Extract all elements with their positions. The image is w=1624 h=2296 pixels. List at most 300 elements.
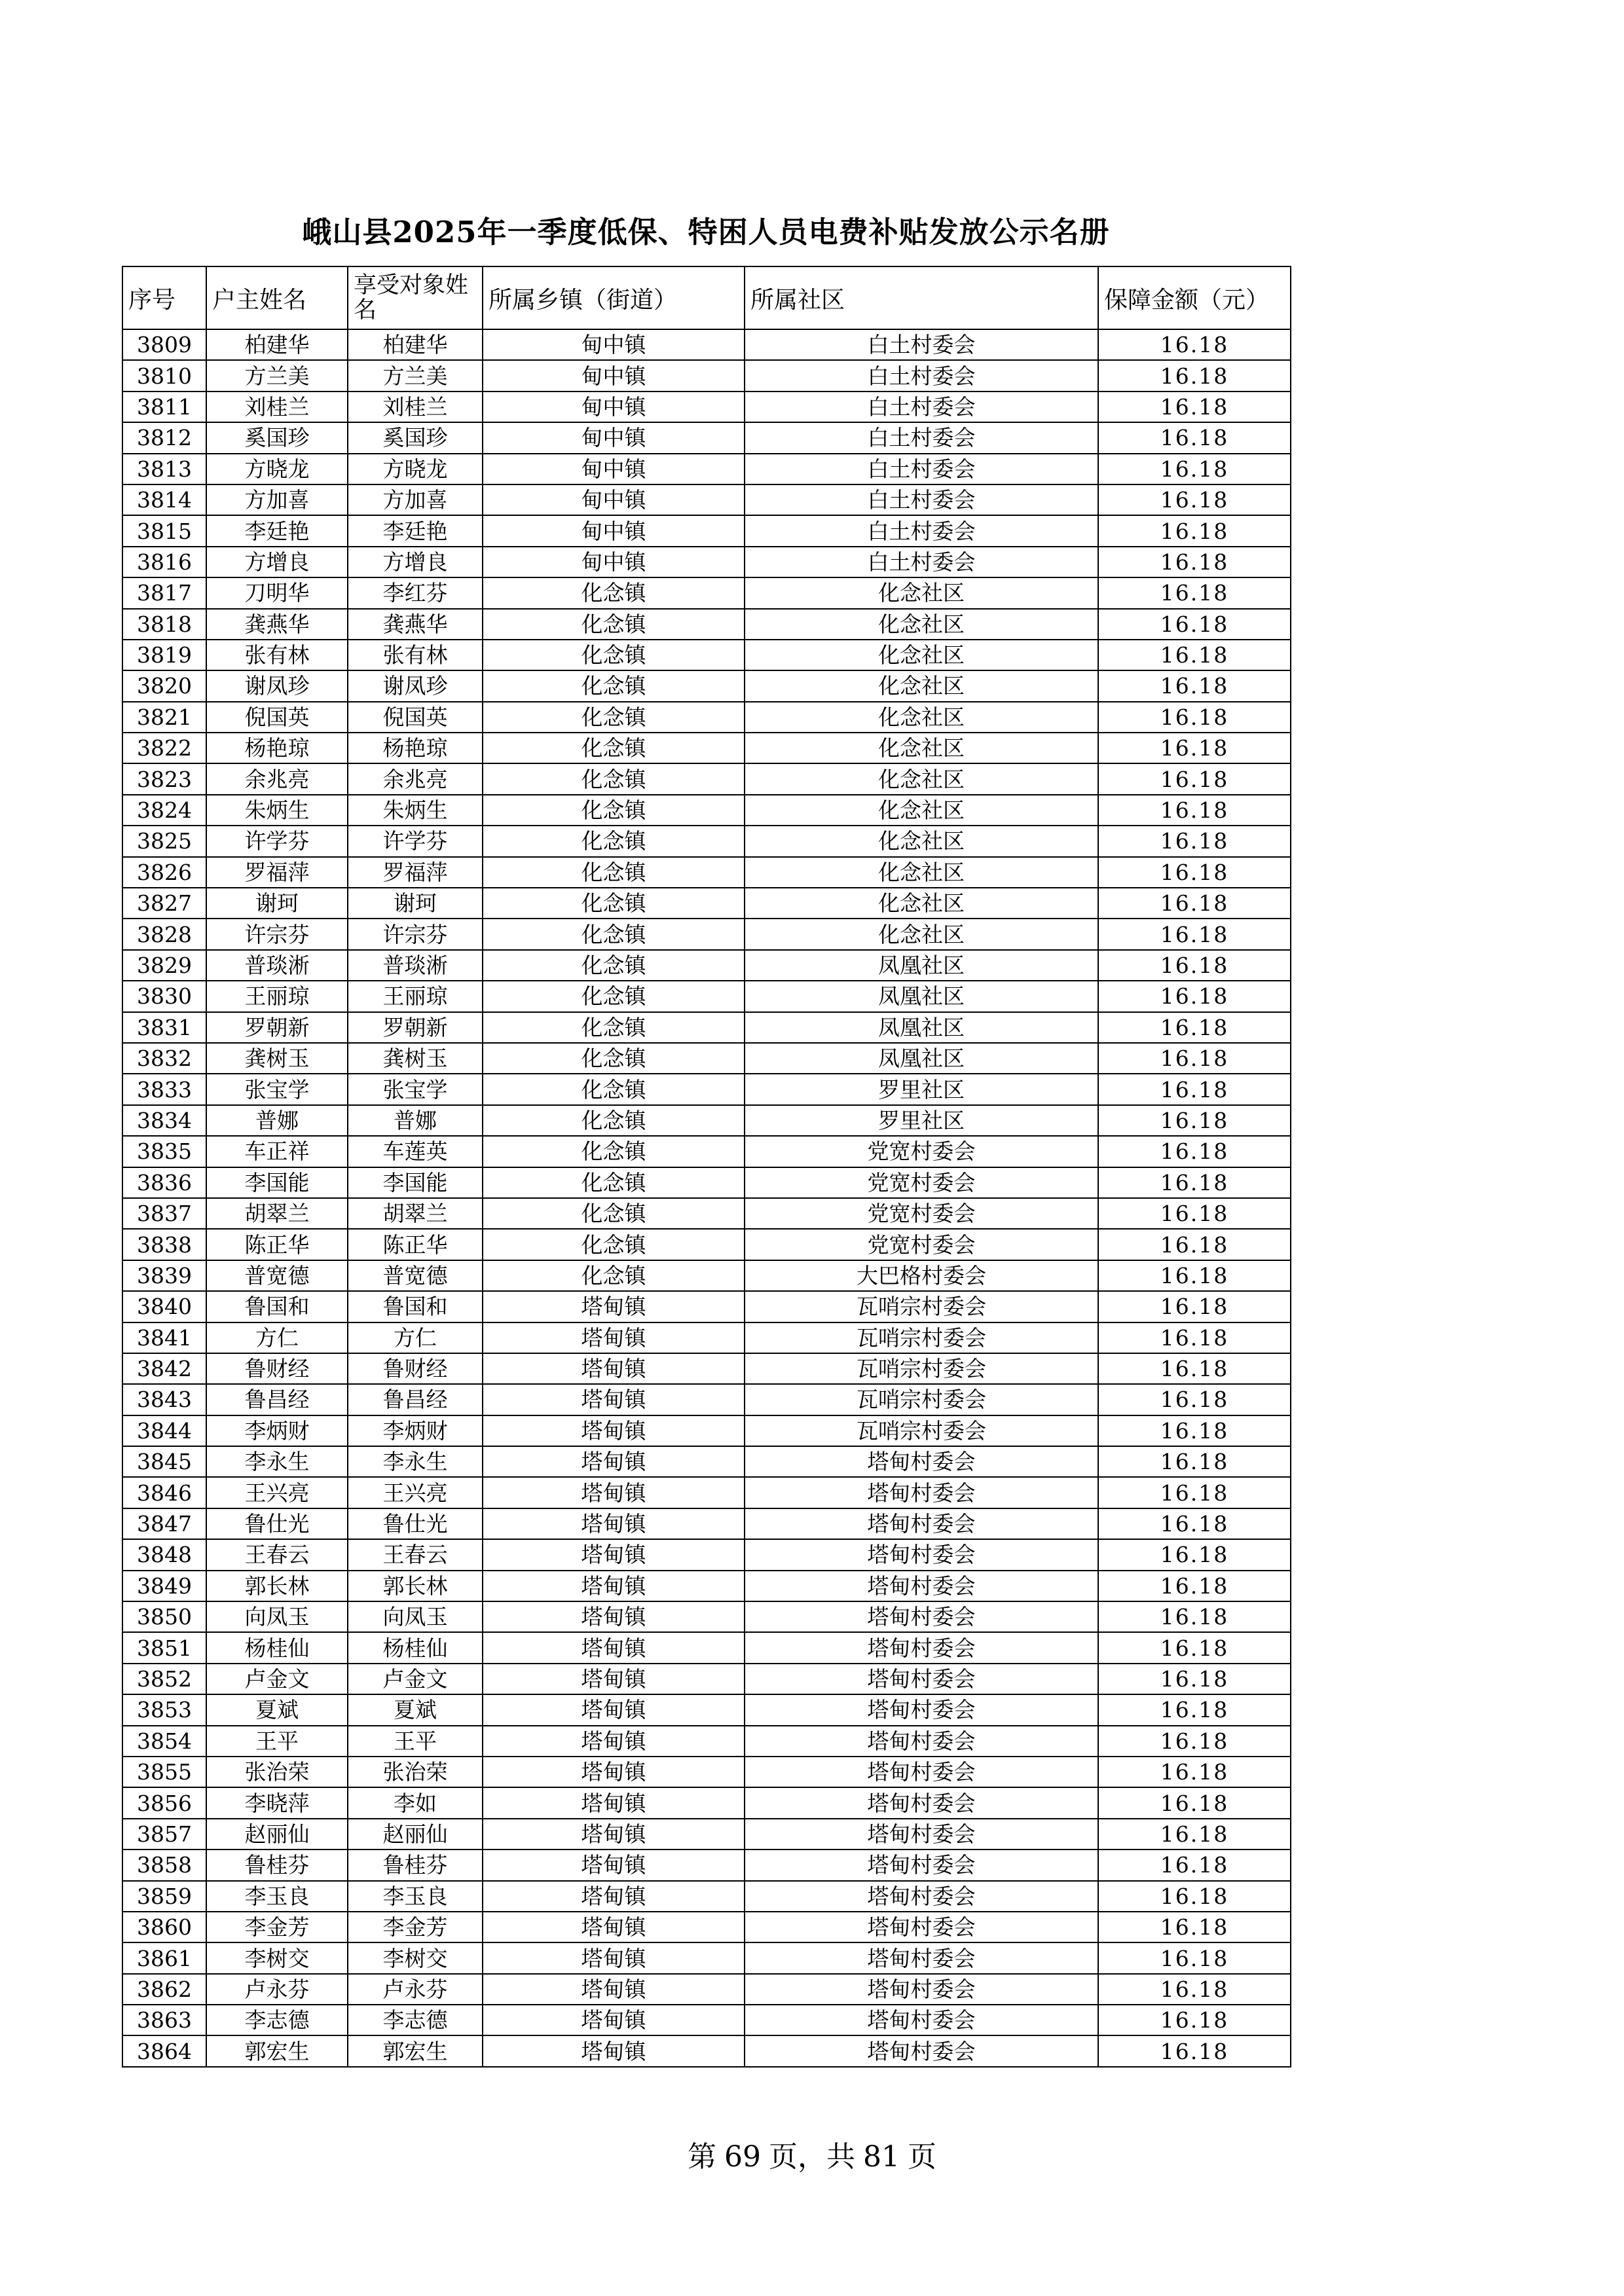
cell-seq: 3810 [122, 360, 206, 391]
cell-household-head: 郭宏生 [206, 2035, 348, 2066]
cell-beneficiary: 鲁桂芬 [348, 1850, 483, 1880]
cell-beneficiary: 普琰淅 [348, 950, 483, 981]
cell-household-head: 刘桂兰 [206, 392, 348, 422]
cell-seq: 3861 [122, 1942, 206, 1973]
cell-household-head: 谢珂 [206, 888, 348, 919]
cell-community: 化念社区 [745, 826, 1098, 856]
cell-community: 凤凰社区 [745, 1043, 1098, 1074]
table-row [122, 1787, 1291, 1818]
cell-seq: 3847 [122, 1508, 206, 1539]
table-row [122, 1757, 1291, 1787]
cell-beneficiary: 鲁仕光 [348, 1508, 483, 1539]
cell-household-head: 李国能 [206, 1167, 348, 1198]
cell-township: 化念镇 [483, 1043, 745, 1074]
table-row [122, 733, 1291, 763]
cell-household-head: 李金芳 [206, 1912, 348, 1942]
cell-community: 化念社区 [745, 640, 1098, 670]
cell-amount: 16.18 [1098, 609, 1291, 640]
cell-amount: 16.18 [1098, 888, 1291, 919]
cell-township: 塔甸镇 [483, 1446, 745, 1477]
cell-township: 塔甸镇 [483, 1942, 745, 1973]
cell-township: 化念镇 [483, 950, 745, 981]
cell-community: 塔甸村委会 [745, 1539, 1098, 1570]
table-row [122, 1912, 1291, 1942]
cell-community: 白土村委会 [745, 360, 1098, 391]
header-row [122, 266, 1291, 329]
cell-beneficiary: 罗朝新 [348, 1012, 483, 1043]
cell-beneficiary: 许学芬 [348, 826, 483, 856]
cell-amount: 16.18 [1098, 1601, 1291, 1632]
cell-household-head: 方加喜 [206, 484, 348, 515]
cell-amount: 16.18 [1098, 763, 1291, 794]
cell-township: 塔甸镇 [483, 1757, 745, 1787]
cell-seq: 3812 [122, 422, 206, 453]
cell-community: 党宽村委会 [745, 1198, 1098, 1229]
cell-community: 白土村委会 [745, 422, 1098, 453]
cell-township: 化念镇 [483, 670, 745, 701]
cell-seq: 3820 [122, 670, 206, 701]
table-row [122, 1074, 1291, 1104]
cell-amount: 16.18 [1098, 577, 1291, 608]
table-row [122, 1415, 1291, 1446]
cell-seq: 3824 [122, 795, 206, 826]
cell-seq: 3842 [122, 1353, 206, 1384]
table-row [122, 1322, 1291, 1353]
table-row [122, 515, 1291, 546]
cell-amount: 16.18 [1098, 1105, 1291, 1136]
cell-community: 瓦哨宗村委会 [745, 1415, 1098, 1446]
cell-household-head: 王兴亮 [206, 1477, 348, 1508]
footer-page-unit: 页，共 [769, 2140, 855, 2174]
footer-suffix: 页 [908, 2140, 936, 2174]
cell-community: 化念社区 [745, 857, 1098, 888]
cell-amount: 16.18 [1098, 1881, 1291, 1912]
cell-beneficiary: 方仁 [348, 1322, 483, 1353]
cell-household-head: 李廷艳 [206, 515, 348, 546]
table-row [122, 1881, 1291, 1912]
cell-beneficiary: 张宝学 [348, 1074, 483, 1104]
cell-township: 塔甸镇 [483, 1881, 745, 1912]
cell-township: 塔甸镇 [483, 1415, 745, 1446]
cell-household-head: 王春云 [206, 1539, 348, 1570]
cell-community: 化念社区 [745, 763, 1098, 794]
cell-beneficiary: 张有林 [348, 640, 483, 670]
cell-community: 塔甸村委会 [745, 1881, 1098, 1912]
cell-seq: 3809 [122, 329, 206, 360]
table-row [122, 484, 1291, 515]
cell-seq: 3817 [122, 577, 206, 608]
cell-community: 凤凰社区 [745, 950, 1098, 981]
roster-table [122, 266, 1291, 2068]
cell-seq: 3823 [122, 763, 206, 794]
table-row [122, 1664, 1291, 1694]
cell-township: 化念镇 [483, 826, 745, 856]
cell-beneficiary: 李永生 [348, 1446, 483, 1477]
cell-seq: 3815 [122, 515, 206, 546]
cell-amount: 16.18 [1098, 329, 1291, 360]
cell-beneficiary: 张治荣 [348, 1757, 483, 1787]
cell-household-head: 龚树玉 [206, 1043, 348, 1074]
cell-community: 化念社区 [745, 888, 1098, 919]
cell-seq: 3852 [122, 1664, 206, 1694]
cell-seq: 3855 [122, 1757, 206, 1787]
cell-community: 大巴格村委会 [745, 1260, 1098, 1291]
cell-community: 塔甸村委会 [745, 1942, 1098, 1973]
cell-beneficiary: 李如 [348, 1787, 483, 1818]
cell-seq: 3860 [122, 1912, 206, 1942]
cell-community: 塔甸村委会 [745, 1974, 1098, 2005]
cell-amount: 16.18 [1098, 360, 1291, 391]
cell-township: 化念镇 [483, 857, 745, 888]
cell-township: 化念镇 [483, 888, 745, 919]
cell-beneficiary: 杨桂仙 [348, 1632, 483, 1663]
table-row [122, 1508, 1291, 1539]
cell-seq: 3830 [122, 981, 206, 1011]
cell-community: 塔甸村委会 [745, 1508, 1098, 1539]
cell-township: 化念镇 [483, 609, 745, 640]
cell-seq: 3851 [122, 1632, 206, 1663]
cell-seq: 3818 [122, 609, 206, 640]
table-row [122, 1726, 1291, 1757]
cell-household-head: 普宽德 [206, 1260, 348, 1291]
cell-amount: 16.18 [1098, 1664, 1291, 1694]
cell-community: 塔甸村委会 [745, 1477, 1098, 1508]
cell-amount: 16.18 [1098, 1819, 1291, 1850]
cell-community: 塔甸村委会 [745, 1912, 1098, 1942]
table-row [122, 392, 1291, 422]
cell-seq: 3846 [122, 1477, 206, 1508]
cell-community: 塔甸村委会 [745, 1664, 1098, 1694]
cell-amount: 16.18 [1098, 1229, 1291, 1260]
table-body [122, 329, 1291, 2067]
cell-township: 塔甸镇 [483, 1384, 745, 1415]
cell-community: 罗里社区 [745, 1105, 1098, 1136]
cell-community: 塔甸村委会 [745, 2005, 1098, 2035]
cell-beneficiary: 夏斌 [348, 1694, 483, 1725]
table-row [122, 2035, 1291, 2066]
table-row [122, 950, 1291, 981]
cell-township: 甸中镇 [483, 547, 745, 577]
cell-community: 塔甸村委会 [745, 1446, 1098, 1477]
cell-community: 塔甸村委会 [745, 1571, 1098, 1601]
cell-beneficiary: 李国能 [348, 1167, 483, 1198]
cell-household-head: 朱炳生 [206, 795, 348, 826]
cell-township: 塔甸镇 [483, 1353, 745, 1384]
cell-seq: 3833 [122, 1074, 206, 1104]
cell-amount: 16.18 [1098, 2035, 1291, 2066]
cell-amount: 16.18 [1098, 1850, 1291, 1880]
footer-prefix: 第 [688, 2140, 716, 2174]
cell-seq: 3814 [122, 484, 206, 515]
cell-seq: 3838 [122, 1229, 206, 1260]
cell-household-head: 李志德 [206, 2005, 348, 2035]
cell-amount: 16.18 [1098, 547, 1291, 577]
cell-amount: 16.18 [1098, 981, 1291, 1011]
cell-township: 化念镇 [483, 702, 745, 733]
cell-township: 塔甸镇 [483, 1726, 745, 1757]
cell-beneficiary: 奚国珍 [348, 422, 483, 453]
cell-beneficiary: 李玉良 [348, 1881, 483, 1912]
cell-amount: 16.18 [1098, 1757, 1291, 1787]
cell-beneficiary: 倪国英 [348, 702, 483, 733]
cell-seq: 3854 [122, 1726, 206, 1757]
cell-amount: 16.18 [1098, 702, 1291, 733]
cell-amount: 16.18 [1098, 1167, 1291, 1198]
cell-beneficiary: 李树交 [348, 1942, 483, 1973]
cell-seq: 3835 [122, 1136, 206, 1167]
cell-township: 化念镇 [483, 1229, 745, 1260]
cell-amount: 16.18 [1098, 1012, 1291, 1043]
table-row [122, 919, 1291, 949]
cell-township: 塔甸镇 [483, 1787, 745, 1818]
cell-beneficiary: 方增良 [348, 547, 483, 577]
table-row [122, 1291, 1291, 1322]
cell-household-head: 杨艳琼 [206, 733, 348, 763]
footer-total-pages: 81 [863, 2140, 900, 2174]
cell-seq: 3816 [122, 547, 206, 577]
cell-beneficiary: 龚树玉 [348, 1043, 483, 1074]
cell-township: 化念镇 [483, 1260, 745, 1291]
cell-beneficiary: 刘桂兰 [348, 392, 483, 422]
cell-community: 化念社区 [745, 670, 1098, 701]
cell-beneficiary: 李廷艳 [348, 515, 483, 546]
table-row [122, 1353, 1291, 1384]
cell-beneficiary: 车莲英 [348, 1136, 483, 1167]
cell-beneficiary: 龚燕华 [348, 609, 483, 640]
footer-page-number: 69 [724, 2140, 761, 2174]
cell-beneficiary: 方兰美 [348, 360, 483, 391]
cell-beneficiary: 郭宏生 [348, 2035, 483, 2066]
cell-household-head: 鲁仕光 [206, 1508, 348, 1539]
cell-amount: 16.18 [1098, 670, 1291, 701]
cell-community: 化念社区 [745, 919, 1098, 949]
cell-amount: 16.18 [1098, 422, 1291, 453]
cell-seq: 3849 [122, 1571, 206, 1601]
cell-beneficiary: 李金芳 [348, 1912, 483, 1942]
cell-township: 塔甸镇 [483, 1850, 745, 1880]
cell-township: 塔甸镇 [483, 1601, 745, 1632]
cell-amount: 16.18 [1098, 1415, 1291, 1446]
cell-community: 瓦哨宗村委会 [745, 1291, 1098, 1322]
table-row [122, 795, 1291, 826]
cell-township: 化念镇 [483, 1198, 745, 1229]
cell-seq: 3811 [122, 392, 206, 422]
cell-beneficiary: 柏建华 [348, 329, 483, 360]
cell-community: 塔甸村委会 [745, 1632, 1098, 1663]
cell-township: 塔甸镇 [483, 1694, 745, 1725]
cell-beneficiary: 王兴亮 [348, 1477, 483, 1508]
cell-township: 化念镇 [483, 640, 745, 670]
cell-household-head: 李树交 [206, 1942, 348, 1973]
cell-township: 化念镇 [483, 1074, 745, 1104]
cell-community: 白土村委会 [745, 547, 1098, 577]
cell-seq: 3864 [122, 2035, 206, 2066]
cell-household-head: 张宝学 [206, 1074, 348, 1104]
table-row [122, 1012, 1291, 1043]
table-row [122, 888, 1291, 919]
cell-beneficiary: 李志德 [348, 2005, 483, 2035]
cell-township: 化念镇 [483, 919, 745, 949]
cell-household-head: 普娜 [206, 1105, 348, 1136]
cell-community: 党宽村委会 [745, 1229, 1098, 1260]
page-footer [0, 2133, 1624, 2175]
header-township: 所属乡镇（街道） [483, 266, 745, 329]
cell-household-head: 车正祥 [206, 1136, 348, 1167]
cell-amount: 16.18 [1098, 950, 1291, 981]
cell-household-head: 许宗芬 [206, 919, 348, 949]
cell-township: 化念镇 [483, 1105, 745, 1136]
table-row [122, 1384, 1291, 1415]
cell-township: 化念镇 [483, 763, 745, 794]
cell-beneficiary: 鲁财经 [348, 1353, 483, 1384]
cell-seq: 3848 [122, 1539, 206, 1570]
cell-community: 罗里社区 [745, 1074, 1098, 1104]
cell-household-head: 杨桂仙 [206, 1632, 348, 1663]
cell-amount: 16.18 [1098, 1291, 1291, 1322]
table-row [122, 609, 1291, 640]
cell-beneficiary: 杨艳琼 [348, 733, 483, 763]
cell-seq: 3834 [122, 1105, 206, 1136]
cell-household-head: 方增良 [206, 547, 348, 577]
cell-seq: 3827 [122, 888, 206, 919]
cell-household-head: 罗朝新 [206, 1012, 348, 1043]
table-row [122, 1601, 1291, 1632]
cell-township: 塔甸镇 [483, 1322, 745, 1353]
cell-seq: 3839 [122, 1260, 206, 1291]
table-row [122, 1260, 1291, 1291]
cell-community: 白土村委会 [745, 329, 1098, 360]
cell-household-head: 鲁昌经 [206, 1384, 348, 1415]
cell-household-head: 夏斌 [206, 1694, 348, 1725]
table-row [122, 763, 1291, 794]
cell-township: 塔甸镇 [483, 1974, 745, 2005]
cell-seq: 3856 [122, 1787, 206, 1818]
cell-household-head: 李炳财 [206, 1415, 348, 1446]
table-row [122, 360, 1291, 391]
cell-beneficiary: 王春云 [348, 1539, 483, 1570]
cell-household-head: 奚国珍 [206, 422, 348, 453]
cell-seq: 3841 [122, 1322, 206, 1353]
cell-amount: 16.18 [1098, 795, 1291, 826]
cell-seq: 3826 [122, 857, 206, 888]
cell-community: 化念社区 [745, 733, 1098, 763]
cell-beneficiary: 余兆亮 [348, 763, 483, 794]
cell-amount: 16.18 [1098, 1477, 1291, 1508]
cell-community: 塔甸村委会 [745, 1787, 1098, 1818]
cell-beneficiary: 向凤玉 [348, 1601, 483, 1632]
cell-township: 化念镇 [483, 981, 745, 1011]
cell-seq: 3859 [122, 1881, 206, 1912]
cell-household-head: 李永生 [206, 1446, 348, 1477]
cell-township: 化念镇 [483, 1136, 745, 1167]
header-household-head: 户主姓名 [206, 266, 348, 329]
cell-amount: 16.18 [1098, 1446, 1291, 1477]
cell-household-head: 方兰美 [206, 360, 348, 391]
cell-amount: 16.18 [1098, 1539, 1291, 1570]
table-row [122, 2005, 1291, 2035]
cell-beneficiary: 鲁国和 [348, 1291, 483, 1322]
cell-household-head: 张有林 [206, 640, 348, 670]
cell-beneficiary: 朱炳生 [348, 795, 483, 826]
cell-household-head: 李晓萍 [206, 1787, 348, 1818]
cell-seq: 3819 [122, 640, 206, 670]
cell-seq: 3832 [122, 1043, 206, 1074]
cell-township: 甸中镇 [483, 392, 745, 422]
cell-household-head: 王丽琼 [206, 981, 348, 1011]
cell-household-head: 龚燕华 [206, 609, 348, 640]
table-row [122, 577, 1291, 608]
cell-community: 瓦哨宗村委会 [745, 1322, 1098, 1353]
cell-township: 甸中镇 [483, 484, 745, 515]
cell-community: 塔甸村委会 [745, 1726, 1098, 1757]
cell-household-head: 李玉良 [206, 1881, 348, 1912]
cell-household-head: 余兆亮 [206, 763, 348, 794]
cell-seq: 3831 [122, 1012, 206, 1043]
cell-township: 化念镇 [483, 795, 745, 826]
cell-beneficiary: 谢凤珍 [348, 670, 483, 701]
cell-amount: 16.18 [1098, 1136, 1291, 1167]
cell-seq: 3828 [122, 919, 206, 949]
cell-seq: 3825 [122, 826, 206, 856]
cell-beneficiary: 李红芬 [348, 577, 483, 608]
cell-community: 凤凰社区 [745, 1012, 1098, 1043]
cell-township: 化念镇 [483, 1012, 745, 1043]
cell-amount: 16.18 [1098, 515, 1291, 546]
table-row [122, 1694, 1291, 1725]
cell-household-head: 刀明华 [206, 577, 348, 608]
cell-beneficiary: 许宗芬 [348, 919, 483, 949]
table-row [122, 857, 1291, 888]
cell-community: 塔甸村委会 [745, 1694, 1098, 1725]
table-row [122, 1942, 1291, 1973]
table-row [122, 454, 1291, 484]
cell-township: 塔甸镇 [483, 1571, 745, 1601]
cell-township: 塔甸镇 [483, 1664, 745, 1694]
cell-amount: 16.18 [1098, 1260, 1291, 1291]
cell-amount: 16.18 [1098, 1912, 1291, 1942]
cell-seq: 3863 [122, 2005, 206, 2035]
cell-township: 塔甸镇 [483, 2035, 745, 2066]
cell-household-head: 柏建华 [206, 329, 348, 360]
cell-beneficiary: 卢金文 [348, 1664, 483, 1694]
header-community: 所属社区 [745, 266, 1098, 329]
table-row [122, 1167, 1291, 1198]
cell-seq: 3853 [122, 1694, 206, 1725]
cell-household-head: 卢永芬 [206, 1974, 348, 2005]
cell-amount: 16.18 [1098, 2005, 1291, 2035]
cell-amount: 16.18 [1098, 1974, 1291, 2005]
table-row [122, 640, 1291, 670]
cell-beneficiary: 方晓龙 [348, 454, 483, 484]
cell-household-head: 普琰淅 [206, 950, 348, 981]
table-row [122, 1571, 1291, 1601]
table-row [122, 422, 1291, 453]
cell-amount: 16.18 [1098, 454, 1291, 484]
cell-community: 瓦哨宗村委会 [745, 1353, 1098, 1384]
cell-amount: 16.18 [1098, 733, 1291, 763]
cell-community: 白土村委会 [745, 392, 1098, 422]
cell-amount: 16.18 [1098, 1726, 1291, 1757]
cell-community: 化念社区 [745, 795, 1098, 826]
cell-township: 甸中镇 [483, 454, 745, 484]
cell-beneficiary: 罗福萍 [348, 857, 483, 888]
cell-community: 白土村委会 [745, 484, 1098, 515]
cell-seq: 3837 [122, 1198, 206, 1229]
table-row [122, 1105, 1291, 1136]
table-row [122, 1477, 1291, 1508]
table-row [122, 547, 1291, 577]
table-row [122, 1819, 1291, 1850]
